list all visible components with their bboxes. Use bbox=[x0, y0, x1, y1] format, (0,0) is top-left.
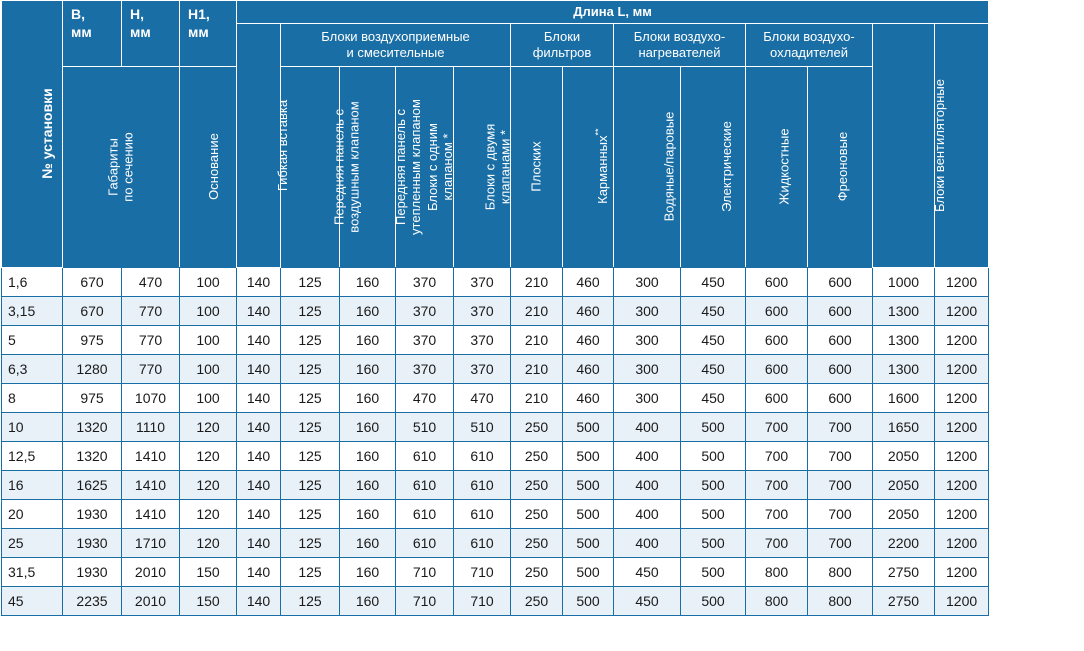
group-heaters-line2: нагревателей bbox=[638, 45, 721, 60]
table-cell: 400 bbox=[614, 442, 681, 471]
table-cell: 1625 bbox=[63, 471, 122, 500]
table-cell: 500 bbox=[681, 500, 746, 529]
table-cell: 125 bbox=[281, 442, 340, 471]
table-cell: 670 bbox=[63, 297, 122, 326]
table-cell: 500 bbox=[563, 442, 614, 471]
table-cell: 210 bbox=[511, 297, 563, 326]
table-cell: 510 bbox=[396, 413, 454, 442]
table-cell: 2050 bbox=[873, 471, 935, 500]
col-two-valves bbox=[454, 67, 511, 268]
col-base bbox=[180, 67, 237, 268]
table-cell: 1300 bbox=[873, 297, 935, 326]
table-cell: 160 bbox=[340, 471, 396, 500]
table-cell: 140 bbox=[237, 558, 281, 587]
table-cell: 210 bbox=[511, 355, 563, 384]
table-cell: 140 bbox=[237, 413, 281, 442]
table-cell: 140 bbox=[237, 355, 281, 384]
table-cell: 710 bbox=[454, 587, 511, 616]
table-cell: 450 bbox=[614, 587, 681, 616]
table-cell: 460 bbox=[563, 297, 614, 326]
dims-line1: Габариты bbox=[106, 137, 121, 196]
col-flex-insert bbox=[237, 24, 291, 268]
table-cell: 250 bbox=[511, 413, 563, 442]
table-cell: 31,5 bbox=[2, 558, 63, 587]
table-cell: 600 bbox=[808, 384, 873, 413]
table-cell: 700 bbox=[746, 413, 808, 442]
table-cell: 1200 bbox=[935, 471, 989, 500]
group-intake-line1: Блоки воздухоприемные bbox=[321, 29, 470, 44]
table-cell: 450 bbox=[681, 355, 746, 384]
b-unit: мм bbox=[71, 24, 92, 40]
silencers-text: Блоки шумоглу-шения bbox=[1003, 84, 1019, 220]
table-cell: 20 bbox=[2, 500, 63, 529]
table-row bbox=[2, 558, 989, 587]
table-cell: 470 bbox=[122, 268, 180, 297]
table-cell: 2050 bbox=[873, 442, 935, 471]
table-row bbox=[2, 297, 989, 326]
table-cell: 300 bbox=[614, 384, 681, 413]
h1-unit: мм bbox=[188, 24, 209, 40]
one-valve-label bbox=[425, 123, 455, 211]
dims-label bbox=[106, 132, 136, 201]
specs-table bbox=[1, 0, 1019, 616]
table-cell: 1300 bbox=[873, 355, 935, 384]
setup-no-label: № установки bbox=[38, 88, 55, 179]
table-cell: 140 bbox=[237, 268, 281, 297]
table-row bbox=[2, 471, 989, 500]
table-cell: 120 bbox=[180, 471, 237, 500]
table-cell: 125 bbox=[281, 558, 340, 587]
front-insulated-label bbox=[393, 99, 423, 235]
table-cell: 1280 bbox=[63, 355, 122, 384]
table-cell: 610 bbox=[396, 442, 454, 471]
table-cell: 600 bbox=[746, 384, 808, 413]
table-cell: 300 bbox=[614, 355, 681, 384]
table-cell: 125 bbox=[281, 326, 340, 355]
front-insulated-line1: Передняя панель с bbox=[392, 108, 408, 225]
table-cell: 370 bbox=[396, 326, 454, 355]
table-cell: 160 bbox=[340, 558, 396, 587]
col-heater-water bbox=[614, 67, 681, 268]
table-cell: 610 bbox=[454, 442, 511, 471]
table-cell: 700 bbox=[746, 471, 808, 500]
table-cell: 500 bbox=[563, 413, 614, 442]
group-filters bbox=[511, 24, 614, 67]
table-cell: 1600 bbox=[873, 384, 935, 413]
table-cell: 1200 bbox=[935, 500, 989, 529]
table-cell: 700 bbox=[808, 413, 873, 442]
table-cell: 2750 bbox=[873, 587, 935, 616]
table-cell: 160 bbox=[340, 384, 396, 413]
table-cell: 610 bbox=[454, 500, 511, 529]
table-cell: 1320 bbox=[63, 442, 122, 471]
table-cell: 450 bbox=[681, 268, 746, 297]
table-cell: 120 bbox=[180, 529, 237, 558]
fan-blocks-label: Блоки вентиляторные bbox=[931, 78, 947, 212]
table-cell: 125 bbox=[281, 500, 340, 529]
table-cell: 2235 bbox=[63, 587, 122, 616]
table-cell: 1200 bbox=[935, 268, 989, 297]
table-cell: 100 bbox=[180, 268, 237, 297]
table-cell: 12,5 bbox=[2, 442, 63, 471]
table-cell: 400 bbox=[614, 500, 681, 529]
table-cell: 140 bbox=[237, 442, 281, 471]
col-h1 bbox=[180, 1, 237, 67]
table-cell: 1410 bbox=[122, 500, 180, 529]
group-coolers bbox=[746, 24, 873, 67]
table-cell: 160 bbox=[340, 529, 396, 558]
group-heaters-line1: Блоки воздухо- bbox=[633, 29, 726, 44]
table-cell: 500 bbox=[563, 471, 614, 500]
table-cell: 1300 bbox=[873, 326, 935, 355]
table-cell: 400 bbox=[614, 529, 681, 558]
h-unit: мм bbox=[130, 24, 151, 40]
h1-label: H1, bbox=[188, 6, 210, 22]
table-cell: 300 bbox=[614, 326, 681, 355]
col-b bbox=[63, 1, 122, 67]
table-cell: 300 bbox=[614, 268, 681, 297]
silencers-mark: *** bbox=[1002, 70, 1013, 81]
table-cell: 975 bbox=[63, 326, 122, 355]
table-cell: 500 bbox=[681, 529, 746, 558]
table-cell: 6,3 bbox=[2, 355, 63, 384]
table-cell: 700 bbox=[808, 442, 873, 471]
col-filter-flat bbox=[511, 67, 563, 268]
table-cell: 300 bbox=[614, 297, 681, 326]
table-cell: 160 bbox=[340, 587, 396, 616]
table-cell: 500 bbox=[681, 471, 746, 500]
table-cell: 1200 bbox=[935, 297, 989, 326]
group-intake bbox=[281, 24, 511, 67]
col-setup-no bbox=[2, 1, 63, 268]
table-cell: 710 bbox=[396, 587, 454, 616]
table-cell: 600 bbox=[808, 297, 873, 326]
table-cell: 975 bbox=[63, 384, 122, 413]
base-label: Основание bbox=[205, 133, 221, 200]
table-cell: 210 bbox=[511, 384, 563, 413]
table-cell: 1410 bbox=[122, 442, 180, 471]
table-cell: 450 bbox=[681, 384, 746, 413]
table-cell: 1930 bbox=[63, 558, 122, 587]
table-cell: 370 bbox=[396, 268, 454, 297]
table-cell: 600 bbox=[808, 268, 873, 297]
col-fan-blocks bbox=[873, 24, 947, 268]
table-cell: 140 bbox=[237, 326, 281, 355]
table-cell: 1710 bbox=[122, 529, 180, 558]
table-cell: 160 bbox=[340, 413, 396, 442]
table-cell: 250 bbox=[511, 529, 563, 558]
table-cell: 210 bbox=[511, 268, 563, 297]
table-cell: 1930 bbox=[63, 500, 122, 529]
table-cell: 700 bbox=[808, 500, 873, 529]
table-cell: 45 bbox=[2, 587, 63, 616]
table-cell: 150 bbox=[180, 558, 237, 587]
group-filters-line1: Блоки bbox=[543, 29, 581, 44]
table-cell: 700 bbox=[808, 529, 873, 558]
table-cell: 125 bbox=[281, 587, 340, 616]
group-heaters bbox=[614, 24, 746, 67]
table-cell: 460 bbox=[563, 355, 614, 384]
table-cell: 100 bbox=[180, 326, 237, 355]
two-valves-line2: клапанами * bbox=[497, 129, 513, 204]
table-cell: 400 bbox=[614, 471, 681, 500]
heater-electric-label: Электрические bbox=[718, 121, 734, 212]
group-coolers-line2: охладителей bbox=[770, 45, 848, 60]
table-cell: 3,15 bbox=[2, 297, 63, 326]
table-cell: 125 bbox=[281, 268, 340, 297]
table-cell: 160 bbox=[340, 500, 396, 529]
table-cell: 700 bbox=[746, 500, 808, 529]
table-cell: 800 bbox=[746, 558, 808, 587]
cooler-liquid-label: Жидкостные bbox=[776, 128, 792, 205]
table-cell: 100 bbox=[180, 384, 237, 413]
table-row bbox=[2, 268, 989, 297]
table-cell: 600 bbox=[746, 268, 808, 297]
table-cell: 500 bbox=[563, 558, 614, 587]
table-cell: 610 bbox=[396, 471, 454, 500]
table-cell: 140 bbox=[237, 471, 281, 500]
table-cell: 2050 bbox=[873, 500, 935, 529]
table-cell: 125 bbox=[281, 297, 340, 326]
table-cell: 2750 bbox=[873, 558, 935, 587]
table-body bbox=[2, 268, 989, 616]
table-cell: 5 bbox=[2, 326, 63, 355]
table-cell: 25 bbox=[2, 529, 63, 558]
front-insulated-line2: утепленным клапаном bbox=[407, 98, 423, 235]
cooler-freon-label: Фреоновые bbox=[835, 131, 851, 202]
col-dims bbox=[63, 67, 180, 268]
table-cell: 125 bbox=[281, 355, 340, 384]
table-row bbox=[2, 355, 989, 384]
group-coolers-line1: Блоки воздухо- bbox=[763, 29, 855, 44]
front-air-line1: Передняя панель с bbox=[331, 108, 347, 225]
table-cell: 460 bbox=[563, 384, 614, 413]
group-intake-line2: и смесительные bbox=[346, 45, 445, 60]
h-label: H, bbox=[130, 6, 144, 22]
table-cell: 770 bbox=[122, 297, 180, 326]
table-cell: 600 bbox=[746, 355, 808, 384]
table-cell: 1320 bbox=[63, 413, 122, 442]
table-cell: 140 bbox=[237, 297, 281, 326]
table-cell: 450 bbox=[614, 558, 681, 587]
table-cell: 670 bbox=[63, 268, 122, 297]
table-cell: 1200 bbox=[935, 587, 989, 616]
table-cell: 16 bbox=[2, 471, 63, 500]
table-cell: 10 bbox=[2, 413, 63, 442]
table-cell: 800 bbox=[808, 587, 873, 616]
table-cell: 500 bbox=[563, 587, 614, 616]
table-cell: 140 bbox=[237, 500, 281, 529]
table-cell: 1000 bbox=[873, 268, 935, 297]
table-cell: 460 bbox=[563, 326, 614, 355]
table-cell: 600 bbox=[808, 326, 873, 355]
table-cell: 1200 bbox=[935, 529, 989, 558]
filter-flat-label: Плоских bbox=[528, 141, 544, 192]
table-cell: 1200 bbox=[935, 558, 989, 587]
front-air-label bbox=[332, 101, 362, 232]
table-cell: 1930 bbox=[63, 529, 122, 558]
col-cooler-liquid bbox=[746, 67, 808, 268]
b-label: B, bbox=[71, 6, 85, 22]
table-cell: 250 bbox=[511, 471, 563, 500]
table-cell: 370 bbox=[454, 355, 511, 384]
table-cell: 460 bbox=[563, 268, 614, 297]
table-cell: 700 bbox=[808, 471, 873, 500]
table-cell: 250 bbox=[511, 587, 563, 616]
table-cell: 1070 bbox=[122, 384, 180, 413]
table-cell: 160 bbox=[340, 297, 396, 326]
table-cell: 160 bbox=[340, 355, 396, 384]
two-valves-label bbox=[482, 123, 512, 210]
table-cell: 8 bbox=[2, 384, 63, 413]
table-cell: 140 bbox=[237, 529, 281, 558]
col-h bbox=[122, 1, 180, 67]
table-cell: 250 bbox=[511, 558, 563, 587]
one-valve-line2: клапаном * bbox=[439, 133, 455, 200]
table-row bbox=[2, 500, 989, 529]
table-cell: 610 bbox=[454, 471, 511, 500]
table-cell: 125 bbox=[281, 529, 340, 558]
table-cell: 610 bbox=[454, 529, 511, 558]
heater-water-label: Водяные/паровые bbox=[661, 111, 677, 222]
table-cell: 610 bbox=[396, 529, 454, 558]
table-cell: 370 bbox=[396, 297, 454, 326]
table-row bbox=[2, 587, 989, 616]
table-cell: 400 bbox=[614, 413, 681, 442]
table-cell: 120 bbox=[180, 442, 237, 471]
table-cell: 700 bbox=[746, 529, 808, 558]
length-title: Длина L, мм bbox=[237, 1, 989, 24]
table-cell: 800 bbox=[746, 587, 808, 616]
table-row bbox=[2, 442, 989, 471]
table-cell: 470 bbox=[396, 384, 454, 413]
one-valve-line1: Блоки с одним bbox=[424, 122, 440, 211]
table-cell: 125 bbox=[281, 384, 340, 413]
table-cell: 1110 bbox=[122, 413, 180, 442]
table-cell: 500 bbox=[681, 442, 746, 471]
table-row bbox=[2, 529, 989, 558]
table-cell: 1200 bbox=[935, 413, 989, 442]
table-cell: 450 bbox=[681, 297, 746, 326]
table-cell: 600 bbox=[746, 297, 808, 326]
table-cell: 370 bbox=[454, 268, 511, 297]
table-cell: 2010 bbox=[122, 587, 180, 616]
table-cell: 100 bbox=[180, 297, 237, 326]
table-cell: 470 bbox=[454, 384, 511, 413]
table-cell: 250 bbox=[511, 500, 563, 529]
table-row bbox=[2, 413, 989, 442]
table-cell: 140 bbox=[237, 587, 281, 616]
table-cell: 100 bbox=[180, 355, 237, 384]
table-row bbox=[2, 384, 989, 413]
front-air-line2: воздушным клапаном bbox=[346, 100, 362, 233]
table-cell: 710 bbox=[454, 558, 511, 587]
table-cell: 500 bbox=[681, 413, 746, 442]
table-cell: 370 bbox=[396, 355, 454, 384]
table-cell: 500 bbox=[681, 558, 746, 587]
filter-pocket-label bbox=[592, 129, 610, 204]
table-cell: 120 bbox=[180, 500, 237, 529]
table-cell: 125 bbox=[281, 471, 340, 500]
table-cell: 1,6 bbox=[2, 268, 63, 297]
table-cell: 770 bbox=[122, 355, 180, 384]
table-cell: 210 bbox=[511, 326, 563, 355]
table-cell: 610 bbox=[396, 500, 454, 529]
table-cell: 1200 bbox=[935, 355, 989, 384]
col-cooler-freon bbox=[808, 67, 873, 268]
table-cell: 500 bbox=[563, 500, 614, 529]
table-cell: 600 bbox=[746, 326, 808, 355]
table-cell: 500 bbox=[681, 587, 746, 616]
table-cell: 500 bbox=[563, 529, 614, 558]
table-cell: 700 bbox=[746, 442, 808, 471]
col-filter-pocket bbox=[563, 67, 614, 268]
silencers-label bbox=[1000, 70, 1018, 219]
dims-line2: по сечению bbox=[121, 131, 136, 202]
table-cell: 1200 bbox=[935, 442, 989, 471]
col-heater-electric bbox=[681, 67, 746, 268]
table-cell: 770 bbox=[122, 326, 180, 355]
table-cell: 2010 bbox=[122, 558, 180, 587]
table-cell: 150 bbox=[180, 587, 237, 616]
table-cell: 125 bbox=[281, 413, 340, 442]
table-cell: 710 bbox=[396, 558, 454, 587]
filter-pocket-text: Карманных bbox=[594, 135, 610, 205]
table-cell: 160 bbox=[340, 442, 396, 471]
table-cell: 140 bbox=[237, 384, 281, 413]
table-row bbox=[2, 326, 989, 355]
table-cell: 2200 bbox=[873, 529, 935, 558]
table-cell: 450 bbox=[681, 326, 746, 355]
table-cell: 160 bbox=[340, 268, 396, 297]
table-cell: 600 bbox=[808, 355, 873, 384]
table-cell: 1200 bbox=[935, 326, 989, 355]
table-cell: 370 bbox=[454, 326, 511, 355]
table-cell: 1410 bbox=[122, 471, 180, 500]
table-cell: 1200 bbox=[935, 384, 989, 413]
table-cell: 800 bbox=[808, 558, 873, 587]
flex-insert-label: Гибкая вставка bbox=[275, 99, 291, 191]
two-valves-line1: Блоки с двумя bbox=[482, 123, 498, 210]
table-cell: 160 bbox=[340, 326, 396, 355]
group-filters-line2: фильтров bbox=[532, 45, 592, 60]
table-cell: 1650 bbox=[873, 413, 935, 442]
table-cell: 120 bbox=[180, 413, 237, 442]
filter-pocket-mark: ** bbox=[593, 128, 604, 136]
table-cell: 370 bbox=[454, 297, 511, 326]
table-cell: 250 bbox=[511, 442, 563, 471]
table-cell: 510 bbox=[454, 413, 511, 442]
